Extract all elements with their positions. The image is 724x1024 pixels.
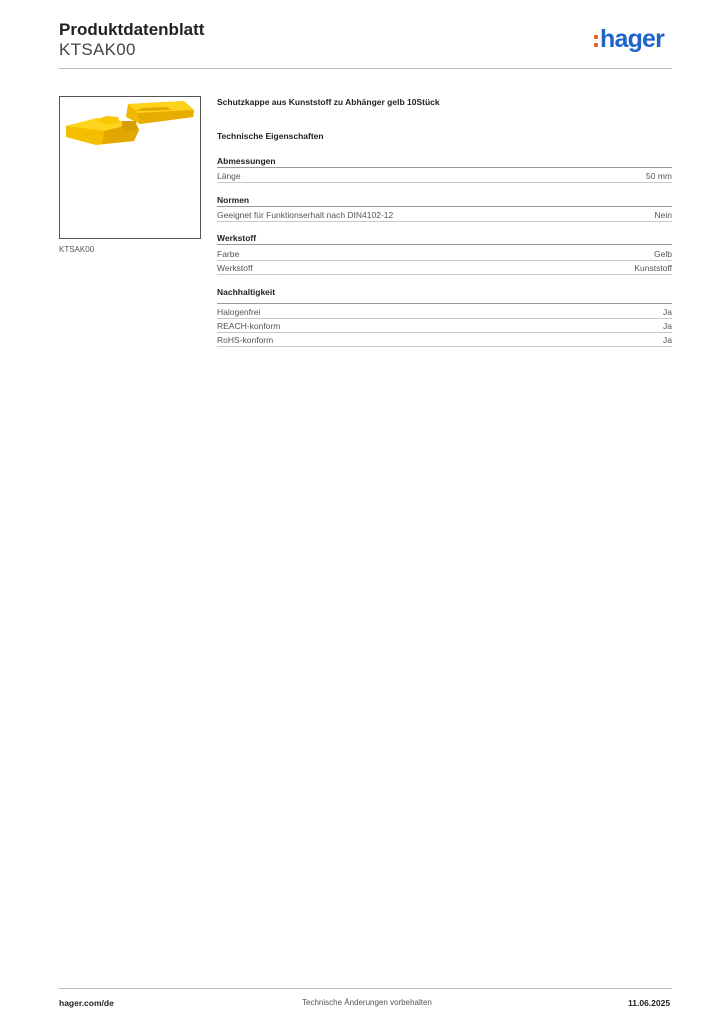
table-row	[217, 333, 672, 347]
row-label: Farbe	[217, 248, 240, 259]
product-image	[59, 96, 201, 239]
technical-properties-heading: Technische Eigenschaften	[217, 131, 324, 141]
row-value: Kunststoff	[634, 262, 672, 273]
row-value: Nein	[654, 209, 672, 220]
table-row	[217, 169, 672, 183]
logo-text: hager	[600, 25, 665, 53]
product-code: KTSAK00	[59, 40, 136, 59]
row-label: Halogenfrei	[217, 306, 261, 317]
hager-logo	[594, 27, 674, 57]
row-label: Geeignet für Funktionserhalt nach DIN4102-12	[217, 209, 394, 220]
page-title: Produktdatenblatt	[59, 20, 205, 39]
row-label: Länge	[217, 170, 241, 181]
image-caption: KTSAK00	[59, 245, 95, 254]
header-divider	[59, 68, 672, 69]
table-row	[217, 208, 672, 222]
table-row	[217, 261, 672, 275]
row-label: REACH-konform	[217, 320, 281, 331]
footer-date: 11.06.2025	[628, 998, 671, 1008]
table-row	[217, 305, 672, 319]
table-row	[217, 247, 672, 261]
row-value: Ja	[663, 334, 672, 345]
product-description: Schutzkappe aus Kunststoff zu Abhänger gelb 10Stück	[217, 97, 440, 107]
table-row	[217, 319, 672, 333]
section-title-dimensions: Abmessungen	[217, 156, 672, 168]
row-value: 50 mm	[646, 170, 672, 181]
footer-website-link[interactable]: hager.com/de	[59, 998, 114, 1008]
section-title-material: Werkstoff	[217, 233, 672, 245]
row-value: Gelb	[654, 248, 672, 259]
row-label: RoHS-konform	[217, 334, 274, 345]
row-value: Ja	[663, 306, 672, 317]
section-title-sustainability: Nachhaltigkeit	[217, 287, 672, 304]
row-value: Ja	[663, 320, 672, 331]
footer-notice: Technische Änderungen vorbehalten	[302, 998, 432, 1007]
section-title-standards: Normen	[217, 195, 672, 207]
row-label: Werkstoff	[217, 262, 253, 273]
logo-dots-icon	[594, 35, 599, 51]
yellow-cap-product-photo-icon	[60, 97, 200, 238]
footer-divider	[59, 988, 672, 989]
